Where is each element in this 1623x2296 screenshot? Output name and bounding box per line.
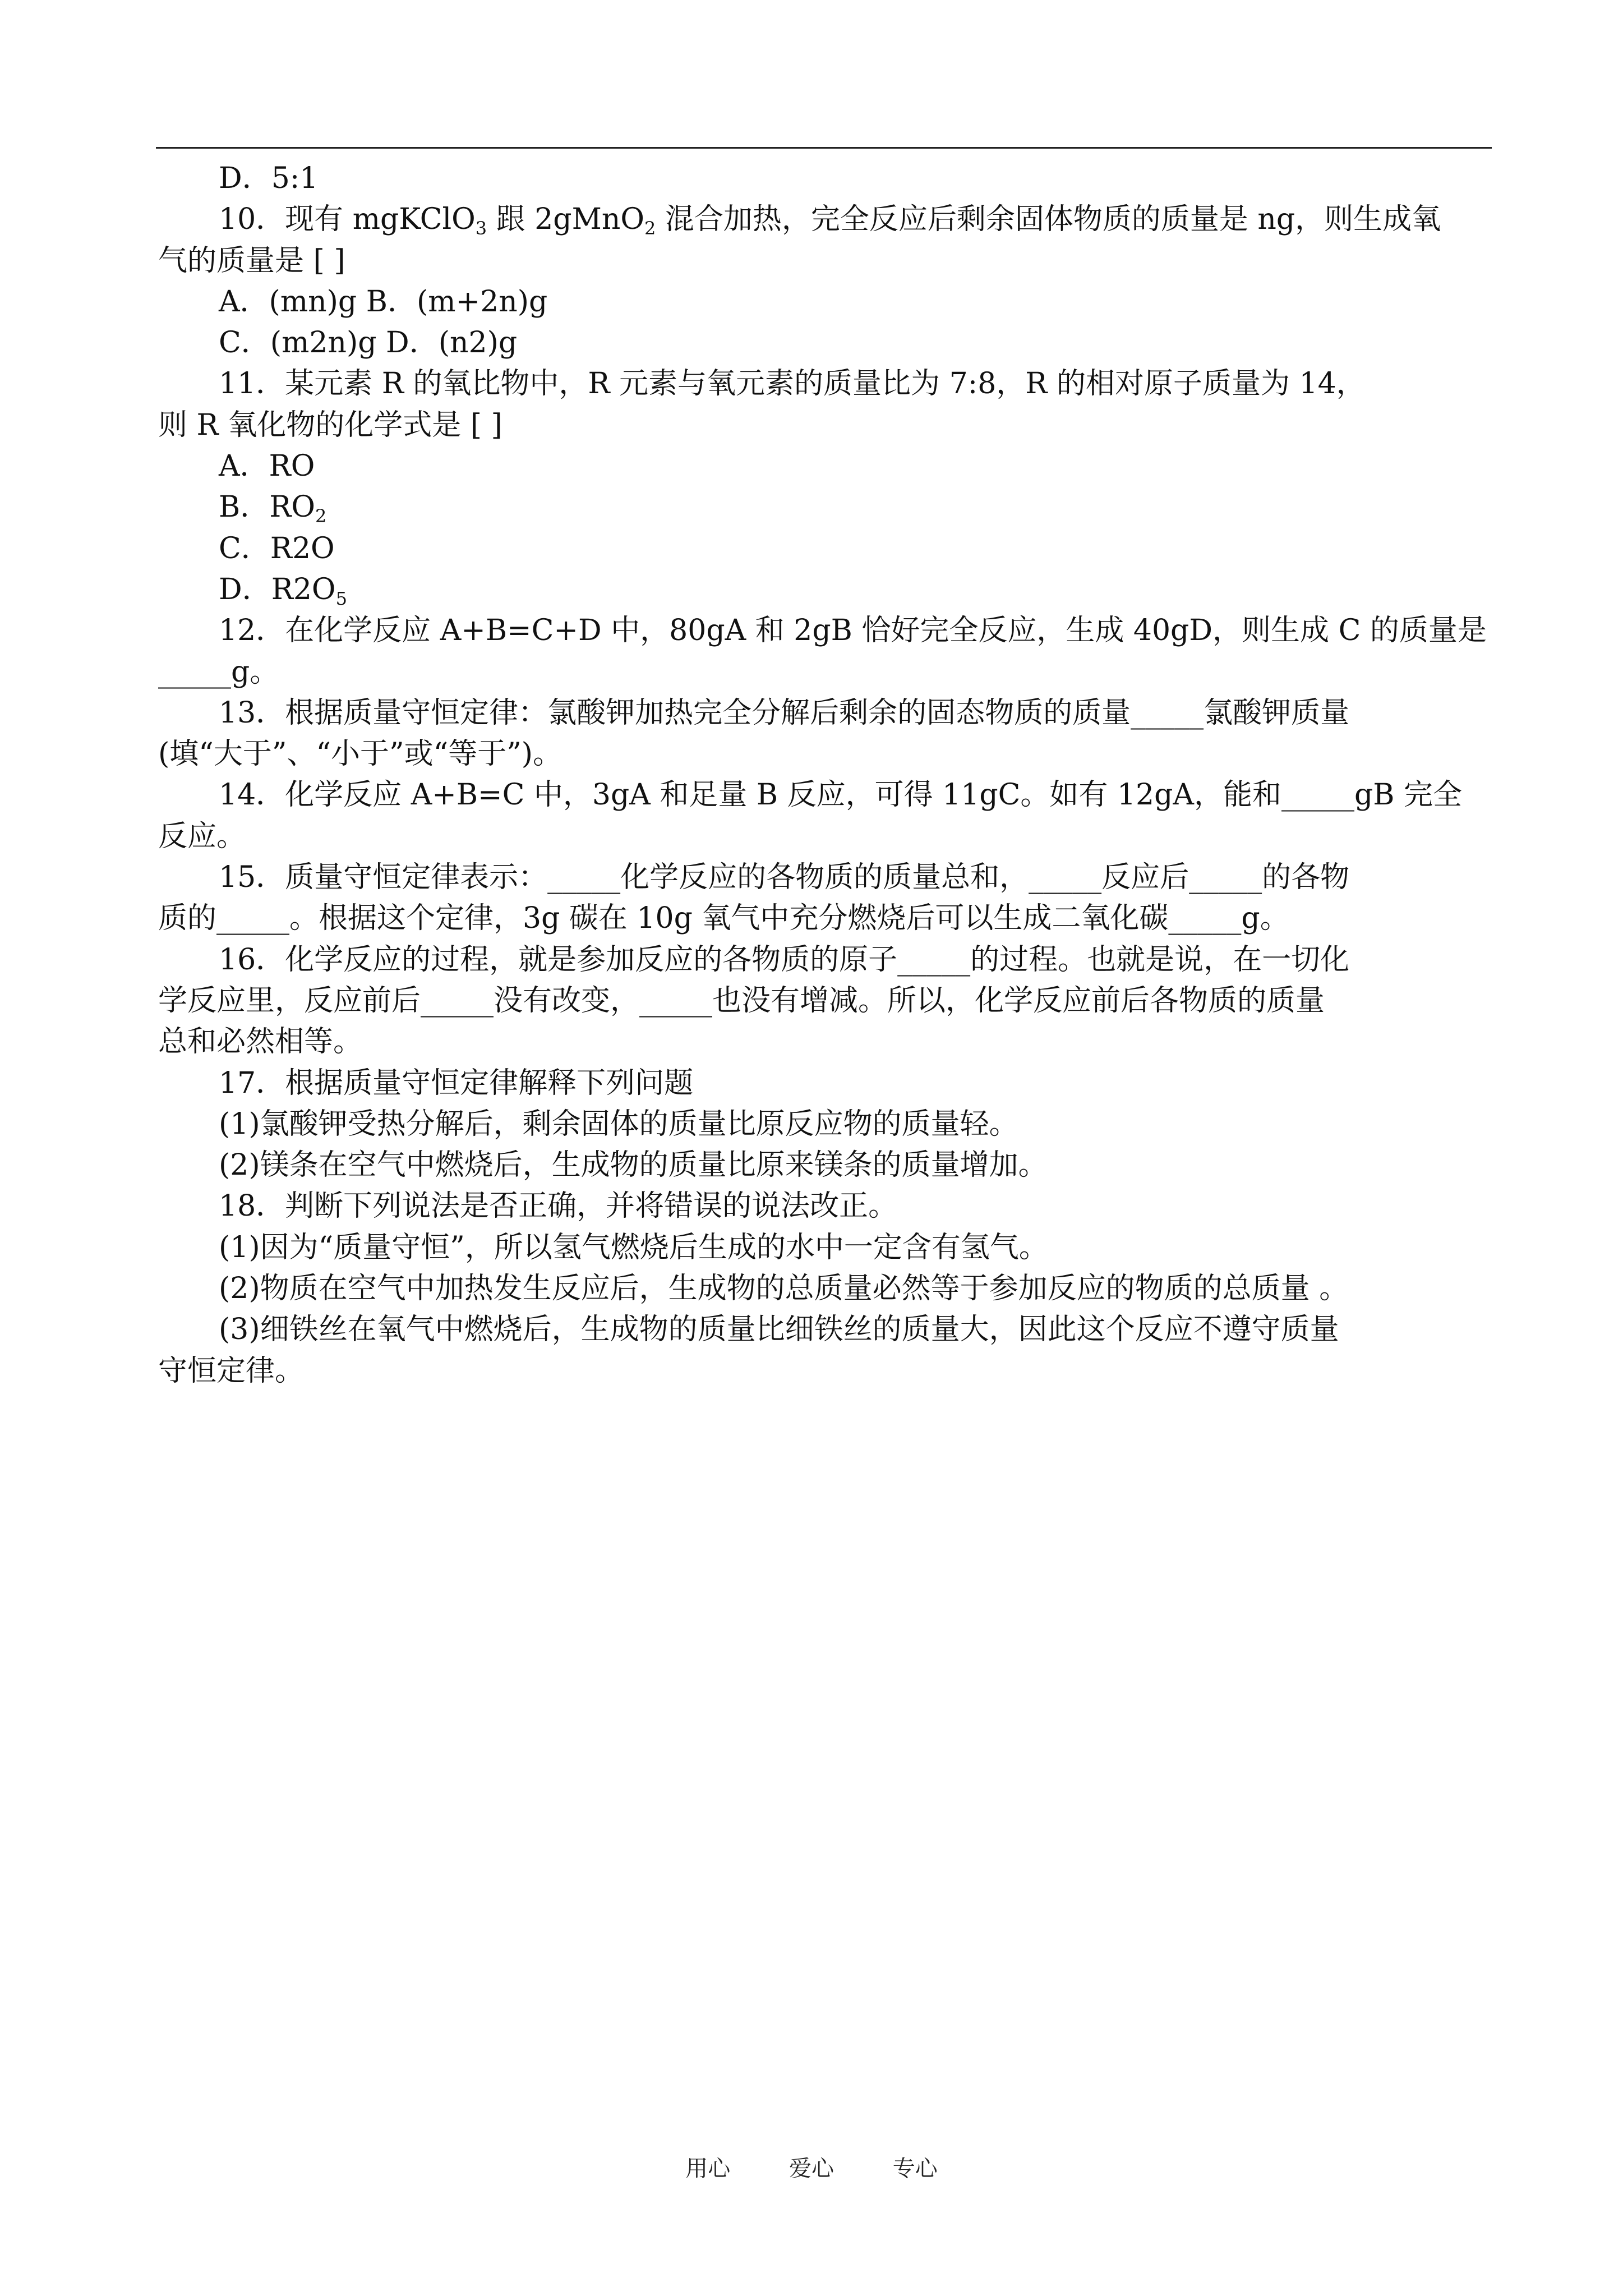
text-run: 14．化学反应 A+B=C 中，3gA 和足量 B 反应，可得 11gC。如有 12gA，能和_____gB 完全	[219, 778, 1462, 812]
text-run: 总和必然相等。	[158, 1025, 363, 1059]
text-line	[158, 1309, 1493, 1350]
text-run: B．RO	[219, 490, 315, 524]
text-line	[158, 1268, 1493, 1309]
text-run: (1)因为“质量守恒”，所以氢气燃烧后生成的水中一定含有氢气。	[219, 1230, 1048, 1264]
text-run: A．(mn)g B．(m+2n)g	[219, 284, 548, 319]
text-run: _____g。	[158, 655, 279, 689]
text-line	[158, 446, 1493, 487]
text-run: 11．某元素 R 的氧比物中，R 元素与氧元素的质量比为 7:8，R 的相对原子质量为 14，	[219, 367, 1366, 401]
text-line	[158, 158, 1493, 199]
subscript: 5	[335, 587, 347, 609]
text-run: (2)物质在空气中加热发生反应后，生成物的总质量必然等于参加反应的物质的总质量 。	[219, 1272, 1349, 1306]
text-run: 守恒定律。	[158, 1354, 305, 1388]
text-line	[158, 981, 1493, 1022]
text-line	[158, 898, 1493, 939]
text-line	[158, 652, 1493, 693]
subscript: 2	[644, 218, 656, 240]
text-run: 18．判断下列说法是否正确，并将错误的说法改正。	[219, 1189, 898, 1223]
text-line	[158, 775, 1493, 816]
text-run: 学反应里，反应前后_____没有改变，_____也没有增减。所以，化学反应前后各物质的质量	[158, 983, 1325, 1018]
document-body	[158, 158, 1493, 1392]
text-line	[158, 323, 1493, 364]
page-footer	[0, 2152, 1623, 2185]
text-line	[158, 1186, 1493, 1227]
text-line	[158, 816, 1493, 857]
text-run: 15．质量守恒定律表示：_____化学反应的各物质的质量总和，_____反应后_____的各物	[219, 861, 1350, 895]
text-line	[158, 487, 1493, 528]
text-line	[158, 528, 1493, 569]
text-run: (填“大于”、“小于”或“等于”)。	[158, 737, 562, 771]
text-run: 跟 2gMnO	[487, 203, 644, 237]
text-run: 12．在化学反应 A+B=C+D 中，80gA 和 2gB 恰好完全反应，生成 40gD，则生成 C 的质量是	[219, 614, 1487, 648]
subscript: 2	[315, 505, 327, 527]
text-run: (1)氯酸钾受热分解后，剩余固体的质量比原反应物的质量轻。	[219, 1107, 1018, 1141]
subscript: 3	[475, 218, 487, 240]
text-line	[158, 1145, 1493, 1186]
text-run: 反应。	[158, 819, 246, 853]
text-run: 17．根据质量守恒定律解释下列问题	[219, 1066, 694, 1100]
text-run: C．(m2n)g D．(n2)g	[219, 326, 518, 360]
text-run: 质的_____。根据这个定律，3g 碳在 10g 氧气中充分燃烧后可以生成二氧化碳_____g。	[158, 901, 1289, 936]
text-line	[158, 940, 1493, 981]
text-line	[158, 364, 1493, 404]
text-run: 10．现有 mgKClO	[219, 203, 476, 237]
text-run: (3)细铁丝在氧气中燃烧后，生成物的质量比细铁丝的质量大，因此这个反应不遵守质量	[219, 1313, 1339, 1347]
header-rule	[156, 147, 1492, 149]
text-line	[158, 405, 1493, 446]
text-line	[158, 1351, 1493, 1392]
text-run: 混合加热，完全反应后剩余固体物质的质量是 ng，则生成氧	[656, 203, 1441, 237]
text-line	[158, 241, 1493, 282]
footer-text-1: 用心	[685, 2156, 731, 2182]
text-line	[158, 857, 1493, 898]
text-line	[158, 610, 1493, 651]
footer-text-2: 爱心	[789, 2156, 834, 2182]
text-line	[158, 569, 1493, 610]
text-line	[158, 1227, 1493, 1268]
text-run: A．RO	[219, 449, 315, 484]
text-line	[158, 1104, 1493, 1145]
text-run: D．R2O	[219, 572, 336, 606]
text-run: D．5:1	[219, 162, 319, 195]
text-line	[158, 734, 1493, 775]
text-run: C．R2O	[219, 531, 335, 565]
text-line	[158, 1063, 1493, 1104]
text-line	[158, 693, 1493, 734]
text-run: 则 R 氧化物的化学式是 [ ]	[158, 408, 502, 442]
text-line	[158, 282, 1493, 323]
text-run: 13．根据质量守恒定律：氯酸钾加热完全分解后剩余的固态物质的质量_____氯酸钾质量	[219, 696, 1350, 730]
text-run: 16．化学反应的过程，就是参加反应的各物质的原子_____的过程。也就是说，在一切化	[219, 942, 1350, 977]
text-run: 气的质量是 [ ]	[158, 243, 345, 278]
text-run: (2)镁条在空气中燃烧后，生成物的质量比原来镁条的质量增加。	[219, 1148, 1048, 1182]
footer-text-3: 专心	[892, 2156, 938, 2182]
text-line	[158, 1022, 1493, 1062]
text-line	[158, 199, 1493, 240]
